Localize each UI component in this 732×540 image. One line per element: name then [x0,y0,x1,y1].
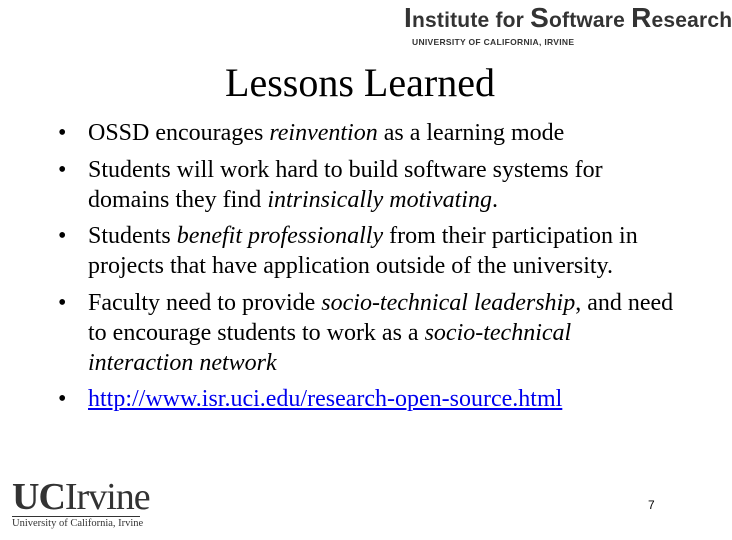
slide-title: Lessons Learned [225,60,495,105]
isr-logo [404,2,732,47]
bullet-icon: • [58,156,67,183]
bullet-item: • OSSD encourages reinvention as a learning mode [58,120,565,146]
bullet-item: • Faculty need to provide socio-technical leadership, and need to encourage students to work as a socio-technical interaction network [58,289,674,376]
page-number: 7 [648,498,655,512]
uci-logo-subtitle: University of California, Irvine [12,518,144,529]
bullet-list [58,118,678,421]
bullet-item: • Students benefit professionally from their participation in projects that have application outside of the university. [58,223,638,279]
bullet-item [58,384,678,414]
uci-logo: UCIrvine University of California, Irvine [12,476,150,529]
bullet-item: • Students will work hard to build software systems for domains they find intrinsically motivating. [58,156,603,213]
institute-subtitle: UNIVERSITY OF CALIFORNIA, IRVINE [412,37,575,47]
research-link[interactable]: http://www.isr.uci.edu/research-open-source.html [88,386,563,412]
bullet-icon: • [58,223,67,249]
bullet-icon: • [58,386,67,412]
bullet-icon: • [58,120,67,146]
bullet-icon: • [58,289,67,316]
institute-name: Institute for Software Research [404,2,732,33]
